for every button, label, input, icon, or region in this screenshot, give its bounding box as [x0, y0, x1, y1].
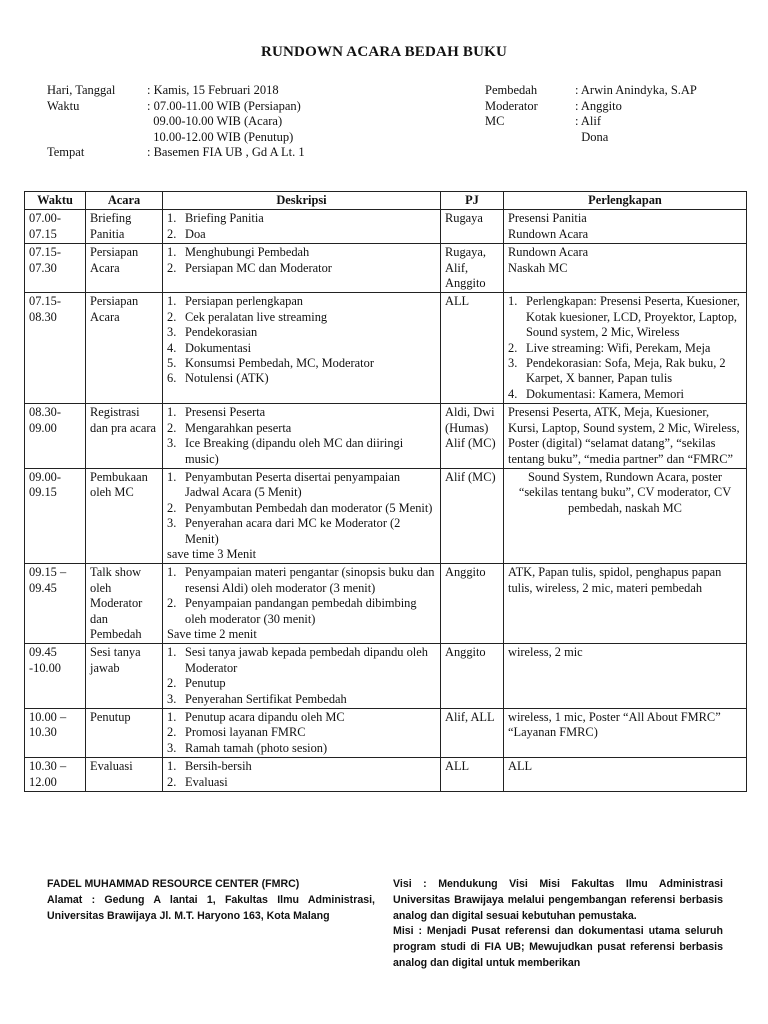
cell-deskripsi: [163, 709, 441, 758]
deskripsi-item: [167, 676, 436, 691]
cell-waktu: 09.15 – 09.45: [25, 564, 86, 644]
item-number: 1.: [167, 211, 177, 226]
col-header-waktu: Waktu: [25, 192, 86, 210]
item-text: Perlengkapan: Presensi Peserta, Kuesioner, Kotak kuesioner, LCD, Proyektor, Laptop, Sound system, 2 Mic, Wireless: [526, 294, 740, 340]
info-left-row: [47, 145, 305, 161]
item-number: 3.: [167, 740, 177, 755]
rundown-table: [24, 191, 747, 792]
cell-perlengkapan: [504, 210, 747, 244]
item-number: 2.: [167, 309, 177, 324]
cell-waktu: 09.00-09.15: [25, 468, 86, 563]
cell-waktu: 07.15-08.30: [25, 293, 86, 404]
cell-pj: Rugaya, Alif, Anggito: [441, 244, 504, 293]
item-number: 6.: [167, 371, 177, 386]
deskripsi-item: [167, 245, 436, 260]
deskripsi-item: [167, 227, 436, 242]
cell-deskripsi: [163, 244, 441, 293]
item-text: Persiapan perlengkapan: [185, 294, 304, 309]
item-number: 1.: [167, 469, 177, 484]
info-right-row: [485, 114, 697, 145]
item-number: 5.: [167, 356, 177, 371]
item-text: Penyambutan Peserta disertai penyampaian Jadwal Acara (5 Menit): [185, 469, 401, 500]
item-text: Penyampaian pandangan pembedah dibimbing oleh moderator (30 menit): [185, 596, 417, 626]
cell-deskripsi: [163, 564, 441, 644]
info-left-value: [147, 83, 279, 99]
item-text: Konsumsi Pembedah, MC, Moderator: [185, 356, 374, 371]
table-row: [25, 210, 747, 244]
info-right-label: MC: [485, 114, 505, 128]
deskripsi-item: [167, 741, 436, 756]
item-number: 1.: [167, 565, 177, 580]
deskripsi-item: [167, 371, 436, 386]
item-number: 2.: [167, 260, 177, 275]
org-name: FADEL MUHAMMAD RESOURCE CENTER (FMRC): [47, 878, 300, 890]
item-text: Evaluasi: [185, 774, 228, 789]
deskripsi-item: [167, 725, 436, 740]
cell-perlengkapan: [504, 709, 747, 758]
deskripsi-item: [167, 405, 436, 420]
item-text: Notulensi (ATK): [185, 371, 269, 386]
info-right-value-line: : Alif: [575, 114, 602, 128]
info-left-label: Tempat: [47, 145, 85, 159]
cell-pj: Rugaya: [441, 210, 504, 244]
cell-perlengkapan: [504, 758, 747, 792]
page-title: RUNDOWN ACARA BEDAH BUKU: [260, 44, 508, 60]
cell-waktu: 10.30 – 12.00: [25, 758, 86, 792]
table-row: [25, 564, 747, 644]
org-address: Alamat : Gedung A lantai 1, Fakultas Ilmu Administrasi, Universitas Brawijaya Jl. M.T. Haryono 163, Kota Malang: [47, 893, 375, 922]
info-left-value-line: : 07.00-11.00 WIB (Persiapan): [147, 98, 301, 113]
item-text: Doa: [185, 226, 206, 241]
item-text: Persiapan MC dan Moderator: [185, 260, 332, 275]
deskripsi-item: [167, 325, 436, 340]
info-left-label: Waktu: [47, 98, 80, 113]
footer-organization: [47, 877, 375, 924]
item-number: 3.: [167, 436, 177, 451]
info-left-value-line: : Kamis, 15 Februari 2018: [147, 83, 279, 97]
item-number: 2.: [167, 500, 177, 515]
info-left-value-line: 10.00-12.00 WIB (Penutup): [147, 129, 294, 144]
cell-acara: Penutup: [86, 709, 163, 758]
item-text: Penutup acara dipandu oleh MC: [185, 710, 345, 724]
cell-pj: Alif (MC): [441, 468, 504, 563]
cell-pj: Anggito: [441, 644, 504, 709]
cell-perlengkapan: [504, 293, 747, 404]
item-text: Mengarahkan peserta: [185, 420, 292, 435]
deskripsi-item: [167, 436, 436, 467]
item-text: Live streaming: Wifi, Perekam, Meja: [526, 340, 711, 355]
cell-deskripsi: [163, 210, 441, 244]
deskripsi-item: [167, 501, 436, 516]
perlengkapan-item: wireless, 1 mic, Poster “All About FMRC” “Layanan FMRC): [508, 710, 721, 740]
visi-text: Visi : Mendukung Visi Misi Fakultas Ilmu Administrasi Universitas Brawijaya melalui pengembangan referensi berbasis analog dan digital sesuai kebutuhan pemustaka.: [393, 878, 723, 922]
item-text: Presensi Peserta: [185, 405, 266, 420]
item-number: 4.: [167, 340, 177, 355]
footer-vision-mission: [393, 877, 723, 972]
deskripsi-item: [167, 211, 436, 226]
col-header-pj: PJ: [441, 192, 504, 210]
info-right-value-line: Dona: [575, 129, 609, 144]
item-number: 2.: [167, 774, 177, 789]
item-number: 2.: [167, 725, 177, 740]
deskripsi-item: [167, 710, 436, 725]
event-info-left: [47, 83, 305, 161]
info-right-value: [575, 83, 697, 99]
item-text: Ice Breaking (dipandu oleh MC dan diiringi music): [185, 436, 404, 466]
item-text: Penyampaian materi pengantar (sinopsis buku dan resensi Aldi) oleh moderator (3 menit): [185, 565, 435, 595]
item-text: Promosi layanan FMRC: [185, 725, 306, 740]
perlengkapan-item: wireless, 2 mic: [508, 645, 583, 660]
deskripsi-item: [167, 645, 436, 676]
cell-deskripsi: [163, 644, 441, 709]
item-number: 1.: [167, 710, 177, 724]
info-right-label: Pembedah: [485, 83, 538, 97]
item-number: 3.: [508, 356, 518, 371]
info-left-value-line: : Basemen FIA UB , Gd A Lt. 1: [147, 145, 305, 159]
info-right-row: [485, 83, 697, 99]
cell-acara: Persiapan Acara: [86, 293, 163, 404]
cell-acara: Persiapan Acara: [86, 244, 163, 293]
deskripsi-item: [167, 759, 436, 774]
perlengkapan-item: Presensi Peserta, ATK, Meja, Kuesioner, Kursi, Laptop, Sound system, 2 Mic, Wireless,: [508, 405, 740, 435]
deskripsi-item: [167, 775, 436, 790]
item-number: 2.: [167, 226, 177, 241]
item-number: 2.: [167, 676, 177, 691]
deskripsi-item: [167, 692, 436, 707]
perlengkapan-item: Poster (digital) “selamat datang”, “sekilas tentang buku”, “media partner” dan “FMRC”: [508, 436, 734, 466]
table-header-row: [25, 192, 747, 210]
perlengkapan-item: Rundown Acara: [508, 226, 589, 241]
item-number: 1.: [167, 759, 177, 774]
cell-waktu: 07.15-07.30: [25, 244, 86, 293]
table-row: [25, 244, 747, 293]
item-number: 1.: [167, 245, 177, 260]
table-row: [25, 468, 747, 563]
item-text: Penyerahan Sertifikat Pembedah: [185, 691, 347, 706]
item-number: 1.: [167, 645, 177, 660]
item-number: 3.: [167, 691, 177, 706]
item-number: 1.: [508, 294, 518, 309]
cell-deskripsi: [163, 758, 441, 792]
deskripsi-item: [167, 310, 436, 325]
cell-perlengkapan: [504, 644, 747, 709]
deskripsi-item: [167, 516, 436, 547]
deskripsi-item: [167, 356, 436, 371]
info-right-row: [485, 99, 697, 115]
cell-deskripsi: [163, 468, 441, 563]
deskripsi-item: [167, 261, 436, 276]
table-row: [25, 709, 747, 758]
info-left-row: [47, 83, 305, 99]
col-header-deskripsi: Deskripsi: [163, 192, 441, 210]
item-number: 1.: [167, 405, 177, 420]
info-right-value: [575, 99, 622, 115]
cell-pj: Anggito: [441, 564, 504, 644]
item-text: Sesi tanya jawab kepada pembedah dipandu oleh Moderator: [185, 645, 428, 675]
cell-pj: ALL: [441, 758, 504, 792]
cell-pj: ALL: [441, 293, 504, 404]
table-row: [25, 758, 747, 792]
item-number: 3.: [167, 325, 177, 340]
deskripsi-item: [167, 421, 436, 436]
cell-pj: Alif, ALL: [441, 709, 504, 758]
cell-deskripsi: [163, 404, 441, 469]
cell-acara: Pembukaan oleh MC: [86, 468, 163, 563]
cell-acara: Talk show oleh Moderator dan Pembedah: [86, 564, 163, 644]
deskripsi-item: [167, 341, 436, 356]
perlengkapan-item: ATK, Papan tulis, spidol, penghapus papan tulis, wireless, 2 mic, materi pembedah: [508, 565, 722, 595]
perlengkapan-item: ALL: [508, 759, 533, 774]
deskripsi-item: [167, 470, 436, 501]
perlengkapan-item: Presensi Panitia: [508, 211, 587, 226]
info-left-value: [147, 99, 301, 146]
deskripsi-item: [167, 596, 436, 627]
info-left-value-line: 09.00-10.00 WIB (Acara): [147, 114, 283, 128]
item-text: Penyambutan Pembedah dan moderator (5 Menit): [185, 500, 433, 515]
perlengkapan-item: Rundown Acara: [508, 245, 589, 260]
item-number: 2.: [508, 340, 518, 355]
perlengkapan-item: [508, 294, 742, 340]
item-text: Penyerahan acara dari MC ke Moderator (2 Menit): [185, 516, 401, 546]
cell-perlengkapan: [504, 468, 747, 563]
cell-acara: Evaluasi: [86, 758, 163, 792]
cell-deskripsi: [163, 293, 441, 404]
item-text: Pendekorasian: Sofa, Meja, Rak buku, 2 Karpet, X banner, Papan tulis: [526, 356, 726, 386]
item-text: Dokumentasi: [185, 340, 252, 355]
item-text: Dokumentasi: Kamera, Memori: [526, 386, 684, 401]
table-row: [25, 644, 747, 709]
item-text: Penutup: [185, 676, 226, 691]
cell-acara: Briefing Panitia: [86, 210, 163, 244]
perlengkapan-item: Naskah MC: [508, 260, 568, 275]
cell-waktu: 08.30-09.00: [25, 404, 86, 469]
info-right-label: Moderator: [485, 98, 538, 113]
info-right-value: [575, 114, 608, 145]
cell-waktu: 09.45 -10.00: [25, 644, 86, 709]
item-number: 2.: [167, 596, 177, 611]
item-text: Menghubungi Pembedah: [185, 245, 310, 260]
deskripsi-item: [167, 294, 436, 309]
perlengkapan-item: [508, 356, 742, 387]
cell-acara: Registrasi dan pra acara: [86, 404, 163, 469]
perlengkapan-item: [508, 341, 742, 356]
cell-waktu: 07.00-07.15: [25, 210, 86, 244]
item-number: 3.: [167, 516, 177, 531]
item-text: Ramah tamah (photo sesion): [185, 740, 328, 755]
item-text: Bersih-bersih: [185, 759, 252, 774]
col-header-acara: Acara: [86, 192, 163, 210]
info-left-row: [47, 99, 305, 146]
item-text: Briefing Panitia: [185, 211, 264, 226]
cell-perlengkapan: [504, 404, 747, 469]
info-left-label: Hari, Tanggal: [47, 83, 116, 97]
cell-waktu: 10.00 – 10.30: [25, 709, 86, 758]
deskripsi-note: save time 3 Menit: [167, 546, 257, 561]
item-number: 1.: [167, 294, 177, 309]
deskripsi-item: [167, 565, 436, 596]
item-text: Cek peralatan live streaming: [185, 309, 328, 324]
table-row: [25, 293, 747, 404]
item-number: 2.: [167, 420, 177, 435]
event-info-right: [485, 83, 697, 145]
info-right-value-line: : Anggito: [575, 98, 622, 113]
item-text: Pendekorasian: [185, 325, 258, 340]
item-number: 4.: [508, 386, 518, 401]
deskripsi-note: Save time 2 menit: [167, 626, 257, 641]
info-left-value: [147, 145, 305, 161]
perlengkapan-item: [508, 387, 742, 402]
cell-perlengkapan: [504, 244, 747, 293]
cell-perlengkapan: [504, 564, 747, 644]
cell-pj: Aldi, Dwi (Humas) Alif (MC): [441, 404, 504, 469]
misi-text: Misi : Menjadi Pusat referensi dan dokumentasi utama seluruh program studi di FIA UB; Mewujudkan pusat referensi berbasis analog dan digital untuk memberikan: [393, 925, 723, 969]
cell-acara: Sesi tanya jawab: [86, 644, 163, 709]
table-row: [25, 404, 747, 469]
info-right-value-line: : Arwin Anindyka, S.AP: [575, 83, 697, 97]
col-header-perlengkapan: Perlengkapan: [504, 192, 747, 210]
perlengkapan-item: Sound System, Rundown Acara, poster “sekilas tentang buku”, CV moderator, CV pembedah, naskah MC: [518, 469, 732, 515]
